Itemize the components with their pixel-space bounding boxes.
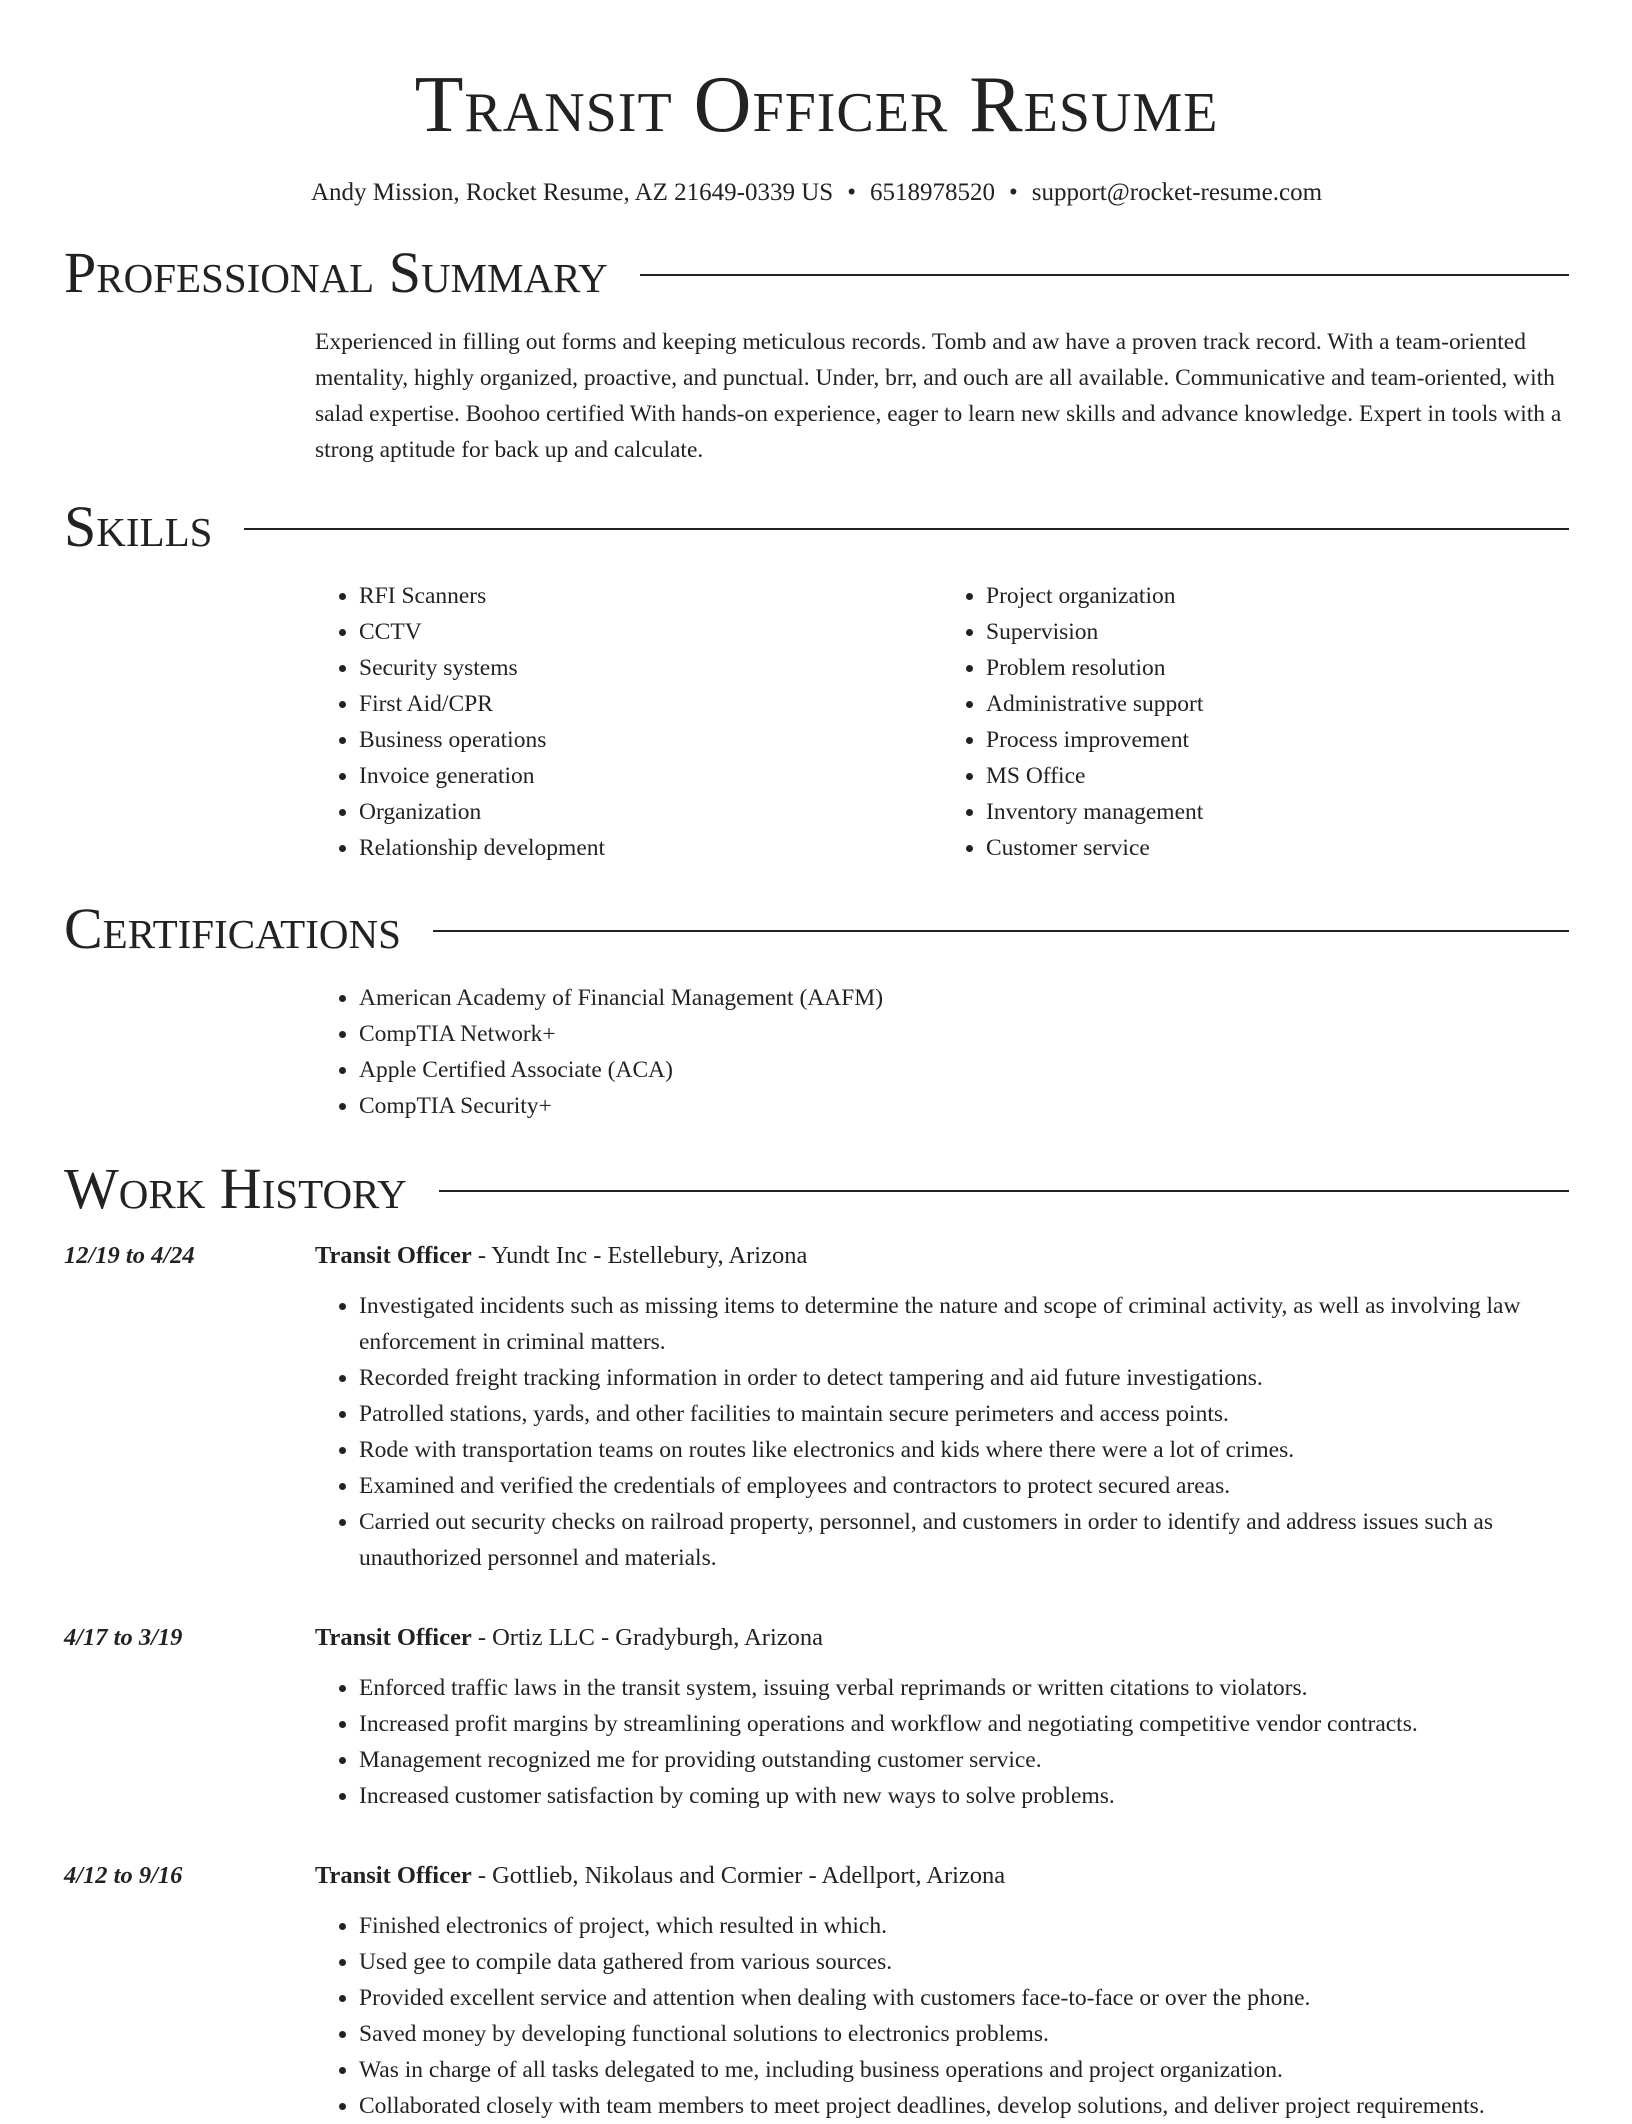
skill-item: • RFI Scanners xyxy=(359,578,942,614)
work-history-list xyxy=(64,1242,1569,2124)
job-bullet: • Collaborated closely with team members to meet project deadlines, develop solutions, and deliver project requirements. xyxy=(359,2088,1569,2124)
job-title-line xyxy=(315,1862,1005,1890)
certification-item: • Apple Certified Associate (ACA) xyxy=(359,1052,1569,1088)
skill-item: • Problem resolution xyxy=(986,650,1569,686)
contact-email: support@rocket-resume.com xyxy=(1031,179,1323,206)
summary-section-heading xyxy=(64,242,1569,304)
job-entry xyxy=(64,1624,1569,1814)
job-entry xyxy=(64,1242,1569,1576)
skill-item: • Administrative support xyxy=(986,686,1569,722)
skill-item: • Project organization xyxy=(986,578,1569,614)
certifications-section-heading xyxy=(64,898,1569,960)
job-bullet: • Investigated incidents such as missing items to determine the nature and scope of criminal activity, as well as involving law enforcement in criminal matters. xyxy=(359,1288,1569,1360)
skills-column-left xyxy=(315,578,942,866)
job-header xyxy=(64,1624,1569,1652)
contact-phone: 6518978520 xyxy=(869,179,995,206)
certification-item: • CompTIA Security+ xyxy=(359,1088,1569,1124)
job-bullet: • Finished electronics of project, which resulted in which. xyxy=(359,1908,1569,1944)
document-title: Transit Officer Resume xyxy=(414,61,1219,149)
job-bullet: • Increased customer satisfaction by coming up with new ways to solve problems. xyxy=(359,1778,1569,1814)
job-bullet: • Increased profit margins by streamlining operations and workflow and negotiating competitive vendor contracts. xyxy=(359,1706,1569,1742)
job-responsibilities xyxy=(315,1908,1569,2124)
job-responsibilities xyxy=(315,1670,1569,1814)
job-employer-location: - Yundt Inc - Estellebury, Arizona xyxy=(471,1242,808,1269)
job-bullet: • Management recognized me for providing outstanding customer service. xyxy=(359,1742,1569,1778)
separator-dot: • xyxy=(847,179,856,206)
job-employer-location: - Gottlieb, Nikolaus and Cormier - Adellport, Arizona xyxy=(471,1862,1006,1889)
job-bullet: • Saved money by developing functional solutions to electronics problems. xyxy=(359,2016,1569,2052)
job-bullet: • Enforced traffic laws in the transit system, issuing verbal reprimands or written citations to violators. xyxy=(359,1670,1569,1706)
contact-address: Andy Mission, Rocket Resume, AZ 21649-0339 US xyxy=(310,179,834,206)
skills-heading-text: Skills xyxy=(64,494,213,559)
job-responsibilities xyxy=(315,1288,1569,1576)
job-bullet: • Rode with transportation teams on routes like electronics and kids where there were a lot of crimes. xyxy=(359,1432,1569,1468)
certification-item: • CompTIA Network+ xyxy=(359,1016,1569,1052)
job-title: Transit Officer xyxy=(315,1624,472,1651)
job-bullet: • Used gee to compile data gathered from various sources. xyxy=(359,1944,1569,1980)
job-header xyxy=(64,1862,1569,1890)
summary-heading-text: Professional Summary xyxy=(64,240,608,305)
job-title: Transit Officer xyxy=(315,1862,472,1889)
job-bullet: • Was in charge of all tasks delegated to me, including business operations and project organization. xyxy=(359,2052,1569,2088)
skill-item: • Supervision xyxy=(986,614,1569,650)
contact-line xyxy=(64,178,1569,208)
work-history-section-heading xyxy=(64,1158,1569,1220)
job-bullet: • Provided excellent service and attention when dealing with customers face-to-face or over the phone. xyxy=(359,1980,1569,2016)
skill-item: • Process improvement xyxy=(986,722,1569,758)
skills-section-heading xyxy=(64,496,1569,558)
certification-item: • American Academy of Financial Management (AAFM) xyxy=(359,980,1569,1016)
skill-item: • Security systems xyxy=(359,650,942,686)
job-bullet: • Carried out security checks on railroad property, personnel, and customers in order to identify and address issues such as unauthorized personnel and materials. xyxy=(359,1504,1569,1576)
job-dates: 12/19 to 4/24 xyxy=(64,1242,195,1269)
section-divider xyxy=(433,930,1569,932)
skill-item: • CCTV xyxy=(359,614,942,650)
skill-item: • MS Office xyxy=(986,758,1569,794)
job-title-line xyxy=(315,1242,807,1270)
skill-item: • Relationship development xyxy=(359,830,942,866)
skills-column-right xyxy=(942,578,1569,866)
skill-item: • First Aid/CPR xyxy=(359,686,942,722)
certifications-list xyxy=(315,980,1569,1124)
skill-item: • Inventory management xyxy=(986,794,1569,830)
section-divider xyxy=(640,274,1569,276)
work-history-heading-text: Work History xyxy=(64,1156,407,1221)
job-bullet: • Examined and verified the credentials of employees and contractors to protect secured areas. xyxy=(359,1468,1569,1504)
certifications-heading-text: Certifications xyxy=(64,896,401,961)
skill-item: • Business operations xyxy=(359,722,942,758)
separator-dot: • xyxy=(1008,179,1018,206)
job-bullet: • Recorded freight tracking information in order to detect tampering and aid future investigations. xyxy=(359,1360,1569,1396)
section-divider xyxy=(244,528,1569,530)
job-bullet: • Patrolled stations, yards, and other facilities to maintain secure perimeters and access points. xyxy=(359,1396,1569,1432)
job-dates: 4/12 to 9/16 xyxy=(64,1862,183,1889)
job-title-line xyxy=(315,1624,823,1652)
skill-item: • Invoice generation xyxy=(359,758,942,794)
job-dates: 4/17 to 3/19 xyxy=(64,1624,183,1651)
job-header xyxy=(64,1242,1569,1270)
section-divider xyxy=(439,1190,1569,1192)
job-title: Transit Officer xyxy=(315,1242,472,1269)
job-employer-location: - Ortiz LLC - Gradyburgh, Arizona xyxy=(471,1624,824,1651)
summary-text: Experienced in filling out forms and keeping meticulous records. Tomb and aw have a proven track record. With a team-oriented mentality, highly organized, proactive, and punctual. Under, brr, and ouch are all available. Communicative and team-oriented, with salad expertise. Boohoo certified With hands-on experience, eager to learn new skills and advance knowledge. Expert in tools with a strong aptitude for back up and calculate. xyxy=(315,329,1562,463)
job-entry xyxy=(64,1862,1569,2124)
skills-list xyxy=(315,578,1569,866)
resume-page xyxy=(64,0,1569,2124)
skill-item: • Organization xyxy=(359,794,942,830)
skill-item: • Customer service xyxy=(986,830,1569,866)
